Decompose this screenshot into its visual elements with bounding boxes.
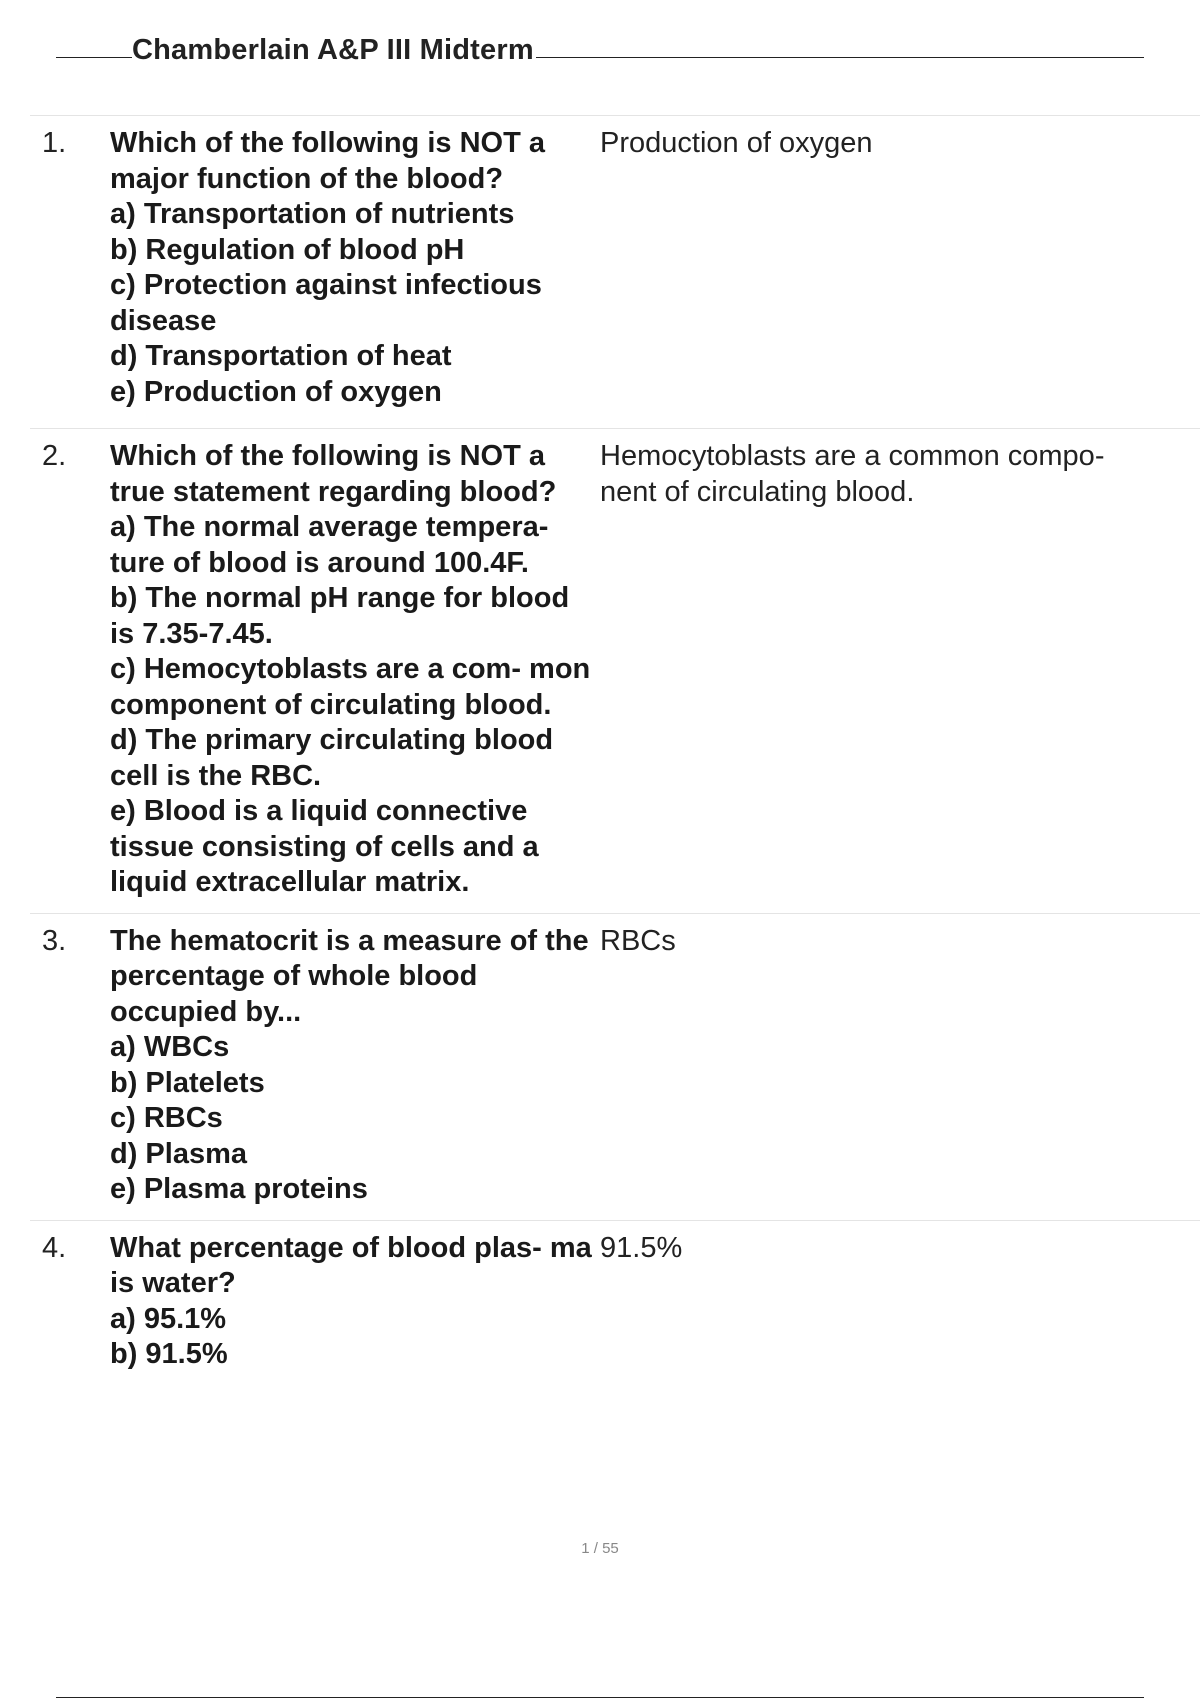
option-a: a) 95.1% (110, 1302, 227, 1335)
question-text (110, 439, 600, 901)
question-stem: The hematocrit is a measure of the percentage of whole blood occupied by... (110, 924, 589, 1028)
answer-text: RBCs (600, 924, 676, 957)
question-row-1 (30, 115, 1200, 428)
option-b: b) Regulation of blood pH (110, 233, 465, 266)
question-number: 1. (42, 127, 67, 159)
option-d: d) Plasma (110, 1137, 247, 1170)
option-e: e) Plasma proteins (110, 1173, 368, 1205)
footer-rule (56, 1697, 1144, 1698)
question-text (110, 126, 600, 416)
document-title: Chamberlain A&P III Midterm (132, 34, 534, 66)
option-e: e) Production of oxygen (110, 375, 442, 408)
option-b: b) Platelets (110, 1066, 265, 1099)
option-b: b) 91.5% (110, 1338, 228, 1370)
option-a: a) The normal average tempera- ture of blood is around 100.4F. (110, 511, 549, 579)
question-row-2 (30, 428, 1200, 913)
option-a: a) Transportation of nutrients (110, 198, 515, 230)
option-d: d) Transportation of heat (110, 340, 452, 372)
answer-text: Hemocytoblasts are a common compo- nent of circulating blood. (600, 440, 1105, 508)
question-row-3 (30, 913, 1200, 1220)
question-number: 4. (42, 1231, 67, 1264)
answer-text: 91.5% (600, 1231, 683, 1264)
question-stem: Which of the following is NOT a true statement regarding blood? (110, 440, 557, 508)
question-text (110, 1231, 600, 1373)
option-c: c) Hemocytoblasts are a com- mon component of circulating blood. (110, 653, 591, 721)
option-c: c) RBCs (110, 1102, 223, 1134)
answer-text: Production of oxygen (600, 127, 873, 159)
question-row-4 (30, 1220, 1200, 1385)
page-number: 1 / 55 (581, 1540, 619, 1557)
option-d: d) The primary circulating blood cell is the RBC. (110, 724, 554, 792)
question-number: 3. (42, 924, 67, 957)
question-number: 2. (42, 440, 67, 472)
option-a: a) WBCs (110, 1031, 230, 1063)
option-c: c) Protection against infectious disease (110, 269, 542, 337)
option-b: b) The normal pH range for blood is 7.35-7.45. (110, 582, 570, 650)
question-text (110, 924, 600, 1208)
option-e: e) Blood is a liquid connective tissue consisting of cells and a liquid extracellular matrix. (110, 795, 539, 898)
question-stem: What percentage of blood plas- ma is water? (110, 1231, 592, 1299)
question-list (30, 115, 1200, 1385)
question-stem: Which of the following is NOT a major function of the blood? (110, 127, 545, 195)
